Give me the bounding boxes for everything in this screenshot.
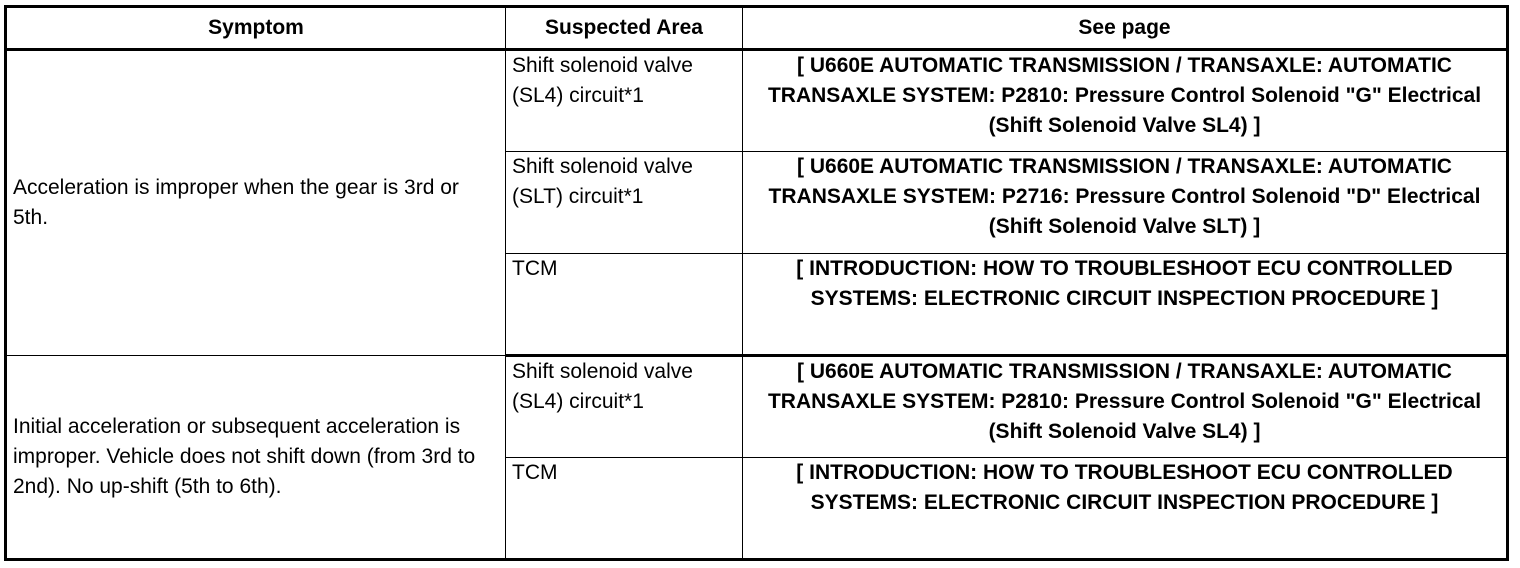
table-row xyxy=(6,50,1508,152)
see-page-link[interactable]: [ U660E AUTOMATIC TRANSMISSION / TRANSAXLE: AUTOMATIC TRANSAXLE SYSTEM: P2810: Pressure Control Solenoid "G" Electrical (Shift Solenoid Valve SL4) ] xyxy=(743,356,1508,458)
see-page-link[interactable]: [ U660E AUTOMATIC TRANSMISSION / TRANSAXLE: AUTOMATIC TRANSAXLE SYSTEM: P2810: Pressure Control Solenoid "G" Electrical (Shift Solenoid Valve SL4) ] xyxy=(743,50,1508,152)
troubleshooting-table xyxy=(4,5,1509,561)
suspected-area-cell: Shift solenoid valve (SL4) circuit*1 xyxy=(506,356,743,458)
suspected-area-cell: Shift solenoid valve (SL4) circuit*1 xyxy=(506,50,743,152)
see-page-link[interactable]: [ INTRODUCTION: HOW TO TROUBLESHOOT ECU CONTROLLED SYSTEMS: ELECTRONIC CIRCUIT INSPECTION PROCEDURE ] xyxy=(743,254,1508,356)
table-row xyxy=(6,356,1508,458)
header-row xyxy=(6,7,1508,50)
suspected-area-cell: TCM xyxy=(506,458,743,560)
suspected-area-cell: Shift solenoid valve (SLT) circuit*1 xyxy=(506,152,743,254)
header-suspected-area: Suspected Area xyxy=(506,7,743,50)
symptom-cell: Initial acceleration or subsequent acceleration is improper. Vehicle does not shift down (from 3rd to 2nd). No up-shift (5th to 6th). xyxy=(6,356,506,560)
see-page-link[interactable]: [ U660E AUTOMATIC TRANSMISSION / TRANSAXLE: AUTOMATIC TRANSAXLE SYSTEM: P2716: Pressure Control Solenoid "D" Electrical (Shift Solenoid Valve SLT) ] xyxy=(743,152,1508,254)
see-page-link[interactable]: [ INTRODUCTION: HOW TO TROUBLESHOOT ECU CONTROLLED SYSTEMS: ELECTRONIC CIRCUIT INSPECTION PROCEDURE ] xyxy=(743,458,1508,560)
header-symptom: Symptom xyxy=(6,7,506,50)
symptom-cell: Acceleration is improper when the gear is 3rd or 5th. xyxy=(6,50,506,356)
suspected-area-cell: TCM xyxy=(506,254,743,356)
header-see-page: See page xyxy=(743,7,1508,50)
